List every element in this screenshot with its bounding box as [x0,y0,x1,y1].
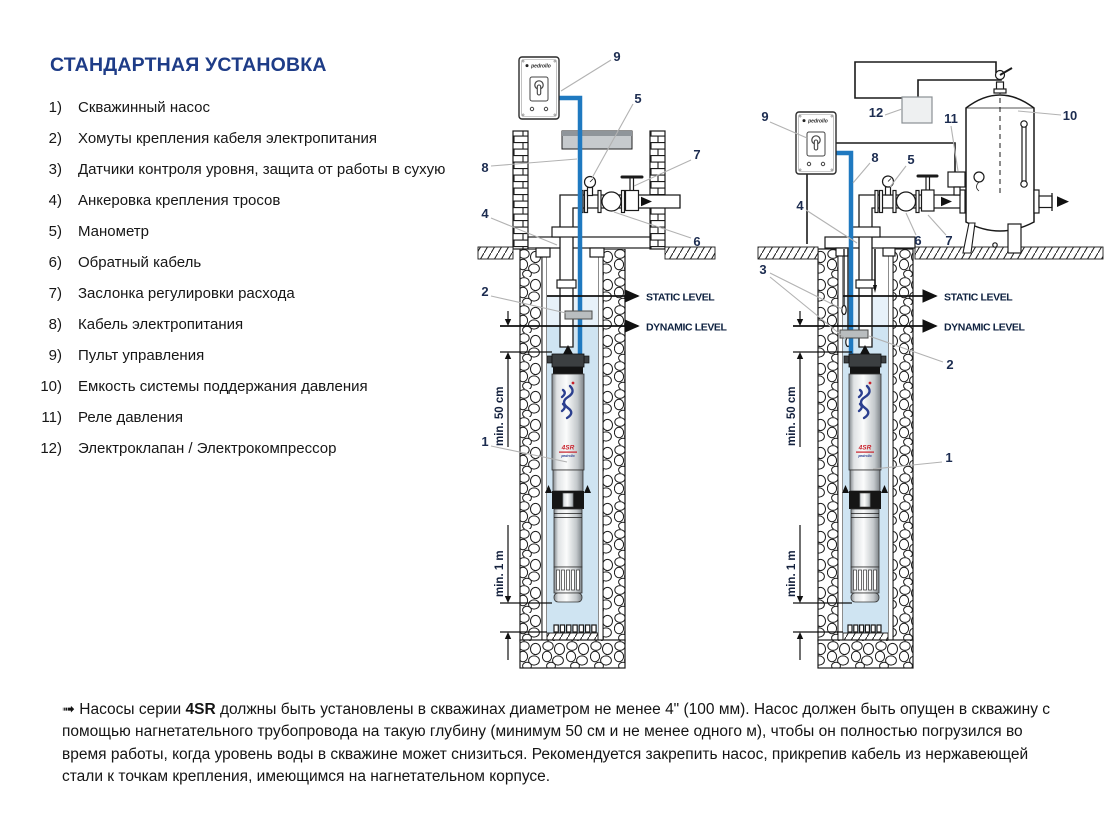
brick-wall [650,131,665,249]
static-level-label: STATIC LEVEL [646,291,715,304]
callout-5: 5 [907,152,915,167]
check-valve [897,192,916,211]
callout-3: 3 [759,262,767,277]
callout-8: 8 [871,150,879,165]
control-panel [519,57,559,119]
callout-2: 2 [946,357,954,372]
legend-item [34,409,445,440]
ground [665,247,715,259]
dynamic-level-label: DYNAMIC LEVEL [646,321,727,334]
item-number: 7) [48,285,62,302]
legend-item [34,440,445,471]
callout-9: 9 [761,109,769,124]
legend-item [34,99,445,130]
page-title: СТАНДАРТНАЯ УСТАНОВКА [50,54,327,76]
item-label: Скважинный насос [78,99,210,116]
cable-clamp [565,311,592,319]
legend-item [34,161,445,192]
dynamic-level-label: DYNAMIC LEVEL [944,321,1025,334]
legend-item [34,223,445,254]
item-number: 1) [48,99,62,116]
legend-item [34,316,445,347]
item-number: 3) [48,161,62,178]
static-level-label: STATIC LEVEL [944,291,1013,304]
item-label: Электроклапан / Электрокомпрессор [78,440,337,457]
item-number: 2) [48,130,62,147]
item-label: Хомуты крепления кабеля электропитания [78,130,377,147]
callout-8: 8 [481,160,489,175]
callout-4: 4 [796,198,804,213]
legend-item [34,378,445,409]
pressure-switch [948,172,965,187]
control-panel [796,112,836,174]
callout-11: 11 [944,111,958,126]
brick-wall [513,131,528,249]
note-arrow-icon: ➟ [62,700,75,718]
callout-6: 6 [914,233,922,248]
callout-2: 2 [481,284,489,299]
wellhead-plate [528,237,650,248]
pressure-tank [963,68,1069,253]
note-lead: Насосы серии [75,700,186,718]
legend-item [34,285,445,316]
flow-valve [922,190,935,211]
min-50cm-label: min. 50 cm [494,386,506,446]
parts-legend [34,99,445,471]
callout-5: 5 [634,91,642,106]
callout-1: 1 [481,434,489,449]
item-label: Манометр [78,223,150,240]
item-label: Кабель электропитания [78,316,244,333]
min-1m-label: min. 1 m [786,550,798,597]
item-number: 4) [48,192,62,209]
item-label: Обратный кабель [78,254,202,271]
callout-7: 7 [693,147,701,162]
callout-9: 9 [613,49,621,64]
min-1m-label: min. 1 m [494,550,506,597]
callout-12: 12 [868,105,884,120]
diagram-pressure-system-installation [755,25,1109,673]
callout-4: 4 [481,206,489,221]
outlet-arrow-icon [1057,196,1069,207]
callout-10: 10 [1062,108,1078,123]
item-label: Анкеровка крепления тросов [78,192,281,209]
legend-item [34,254,445,285]
item-label: Пульт управления [78,347,205,364]
min-50cm-label: min. 50 cm [786,386,798,446]
item-number: 12) [40,440,62,457]
item-label: Емкость системы поддержания давления [78,378,368,395]
item-label: Датчики контроля уровня, защита от работы в сухую [78,161,446,178]
ground [478,247,513,259]
item-label: Реле давления [78,409,184,426]
item-number: 9) [48,347,62,364]
solenoid-valve-box [902,97,932,123]
check-valve [602,192,621,211]
note-series-bold: 4SR [185,700,216,718]
legend-item [34,130,445,161]
legend-item [34,347,445,378]
callout-6: 6 [693,234,701,249]
item-number: 8) [48,316,62,333]
tank-leg [1008,224,1021,253]
callout-7: 7 [945,233,953,248]
ground [758,247,818,259]
item-number: 5) [48,223,62,240]
tank-gauge [974,172,984,182]
sight-glass [1022,124,1026,184]
diagram-basic-well-installation [470,25,762,673]
flow-valve [626,191,639,211]
cable-clamp [840,330,868,338]
item-number: 10) [40,378,62,395]
item-number: 6) [48,254,62,271]
legend-item [34,192,445,223]
note-rest: должны быть установлены в скважинах диаметром не менее 4" (100 мм). Насос должен быть опущен в скважину с помощью нагнетательного трубопровода на такую глубину (минимум 50 см и не менее одного м), чтобы он полностью погрузился во время работы, когда уровень воды в скважине может снизиться. Рекомендуется закрепить насос, прикрепив кабель из нержавеющей стали к точкам крепления, имеющимся на нагнетательном корпусе. [62,700,1051,786]
item-number: 11) [41,409,62,426]
item-label: Заслонка регулировки расхода [78,285,295,302]
callout-1: 1 [945,450,953,465]
installation-note [62,699,1054,789]
